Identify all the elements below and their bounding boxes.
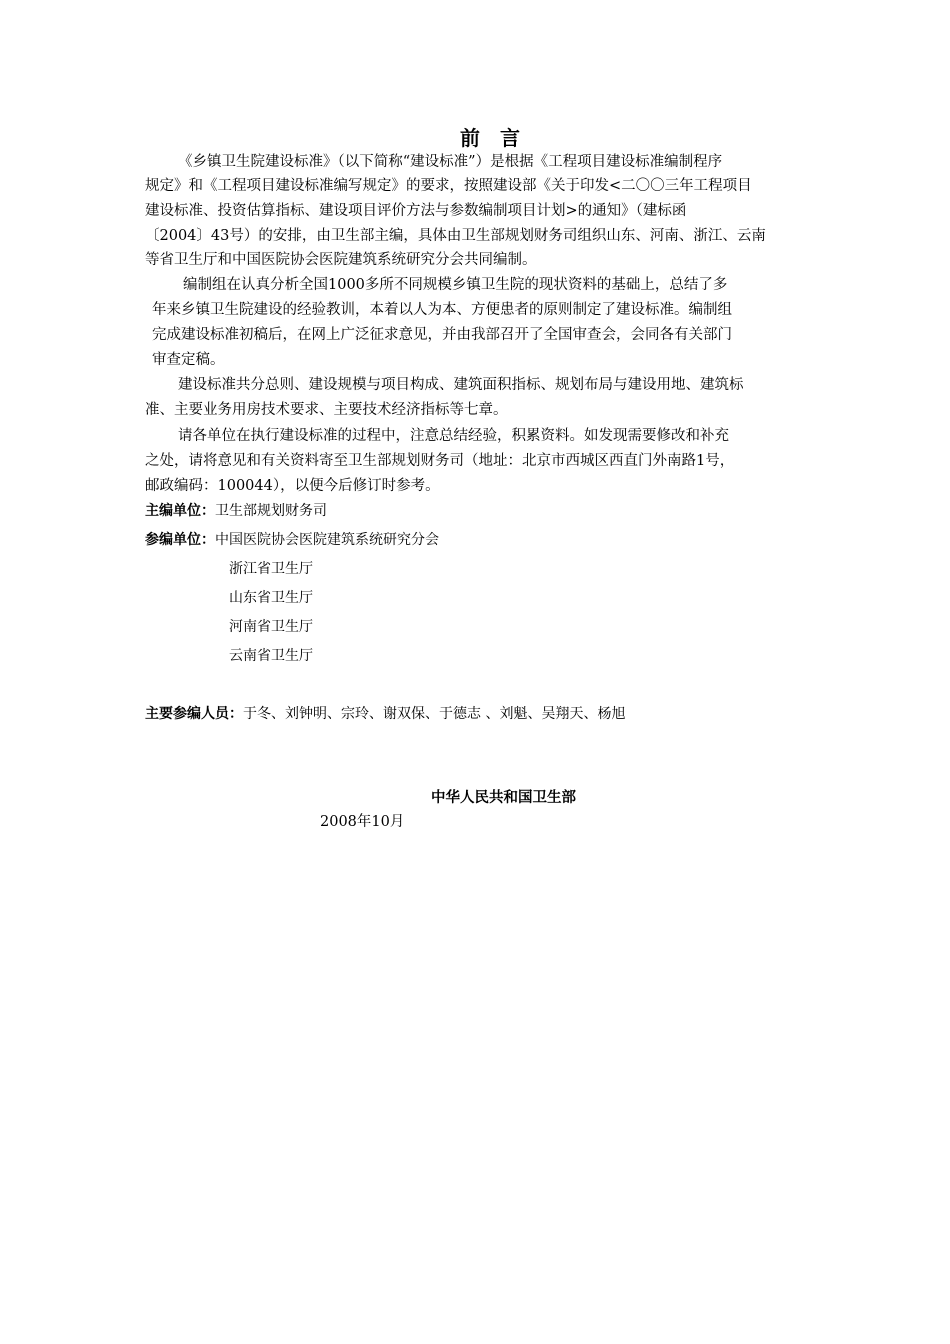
paragraph-3-line-2: 准、主要业务用房技术要求、主要技术经济指标等七章。	[145, 402, 508, 418]
paragraph-4-line-2: 之处，请将意见和有关资料寄至卫生部规划财务司（地址：北京市西城区西直门外南路1号，	[145, 453, 735, 469]
paragraph-2-line-1: 编制组在认真分析全国1000多所不同规模乡镇卫生院的现状资料的基础上，总结了多	[183, 277, 728, 293]
paragraph-1-line-3: 建设标准、投资估算指标、建设项目评价方法与参数编制项目计划>的通知》（建标函	[145, 203, 687, 219]
participant-unit: 山东省卫生厅	[229, 590, 313, 606]
participant-unit: 中国医院协会医院建筑系统研究分会	[215, 532, 439, 548]
paragraph-2-line-3: 完成建设标准初稿后，在网上广泛征求意见，并由我部召开了全国审查会，会同各有关部门	[152, 327, 732, 343]
paragraph-2-line-4: 审查定稿。	[152, 352, 225, 368]
issue-date: 2008年10月	[320, 814, 405, 830]
document-title: 前言	[460, 126, 540, 150]
paragraph-1-line-1: 《乡镇卫生院建设标准》（以下简称“建设标准”）是根据《工程项目建设标准编制程序	[178, 154, 723, 170]
paragraph-3-line-1: 建设标准共分总则、建设规模与项目构成、建筑面积指标、规划布局与建设用地、建筑标	[178, 377, 744, 393]
participant-unit: 云南省卫生厅	[229, 648, 313, 664]
paragraph-1-line-5: 等省卫生厅和中国医院协会医院建筑系统研究分会共同编制。	[145, 252, 537, 268]
paragraph-1-line-2: 规定》和《工程项目建设标准编写规定》的要求，按照建设部《关于印发<二〇〇三年工程项目	[145, 178, 752, 194]
participants-label: 参编单位：	[145, 532, 215, 548]
participant-unit: 河南省卫生厅	[229, 619, 313, 635]
staff-value: 于冬、刘钟明、宗玲、谢双保、于德志 、刘魁、吴翔天、杨旭	[243, 706, 626, 722]
staff-row	[145, 702, 815, 726]
chief-editor-row	[145, 499, 815, 523]
paragraph-4-line-3: 邮政编码：100044），以便今后修订时参考。	[145, 478, 440, 494]
issuer-signature: 中华人民共和国卫生部	[431, 790, 576, 806]
participants-row	[145, 528, 815, 552]
paragraph-4-line-1: 请各单位在执行建设标准的过程中，注意总结经验，积累资料。如发现需要修改和补充	[178, 428, 729, 444]
staff-label: 主要参编人员：	[145, 706, 243, 722]
paragraph-1-line-4: 〔2004〕43号）的安排，由卫生部主编，具体由卫生部规划财务司组织山东、河南、浙江、云南	[145, 228, 766, 244]
participant-unit: 浙江省卫生厅	[229, 561, 313, 577]
chief-editor-value: 卫生部规划财务司	[215, 503, 327, 519]
chief-editor-label: 主编单位：	[145, 503, 215, 519]
paragraph-2-line-2: 年来乡镇卫生院建设的经验教训，本着以人为本、方便患者的原则制定了建设标准。编制组	[152, 302, 732, 318]
